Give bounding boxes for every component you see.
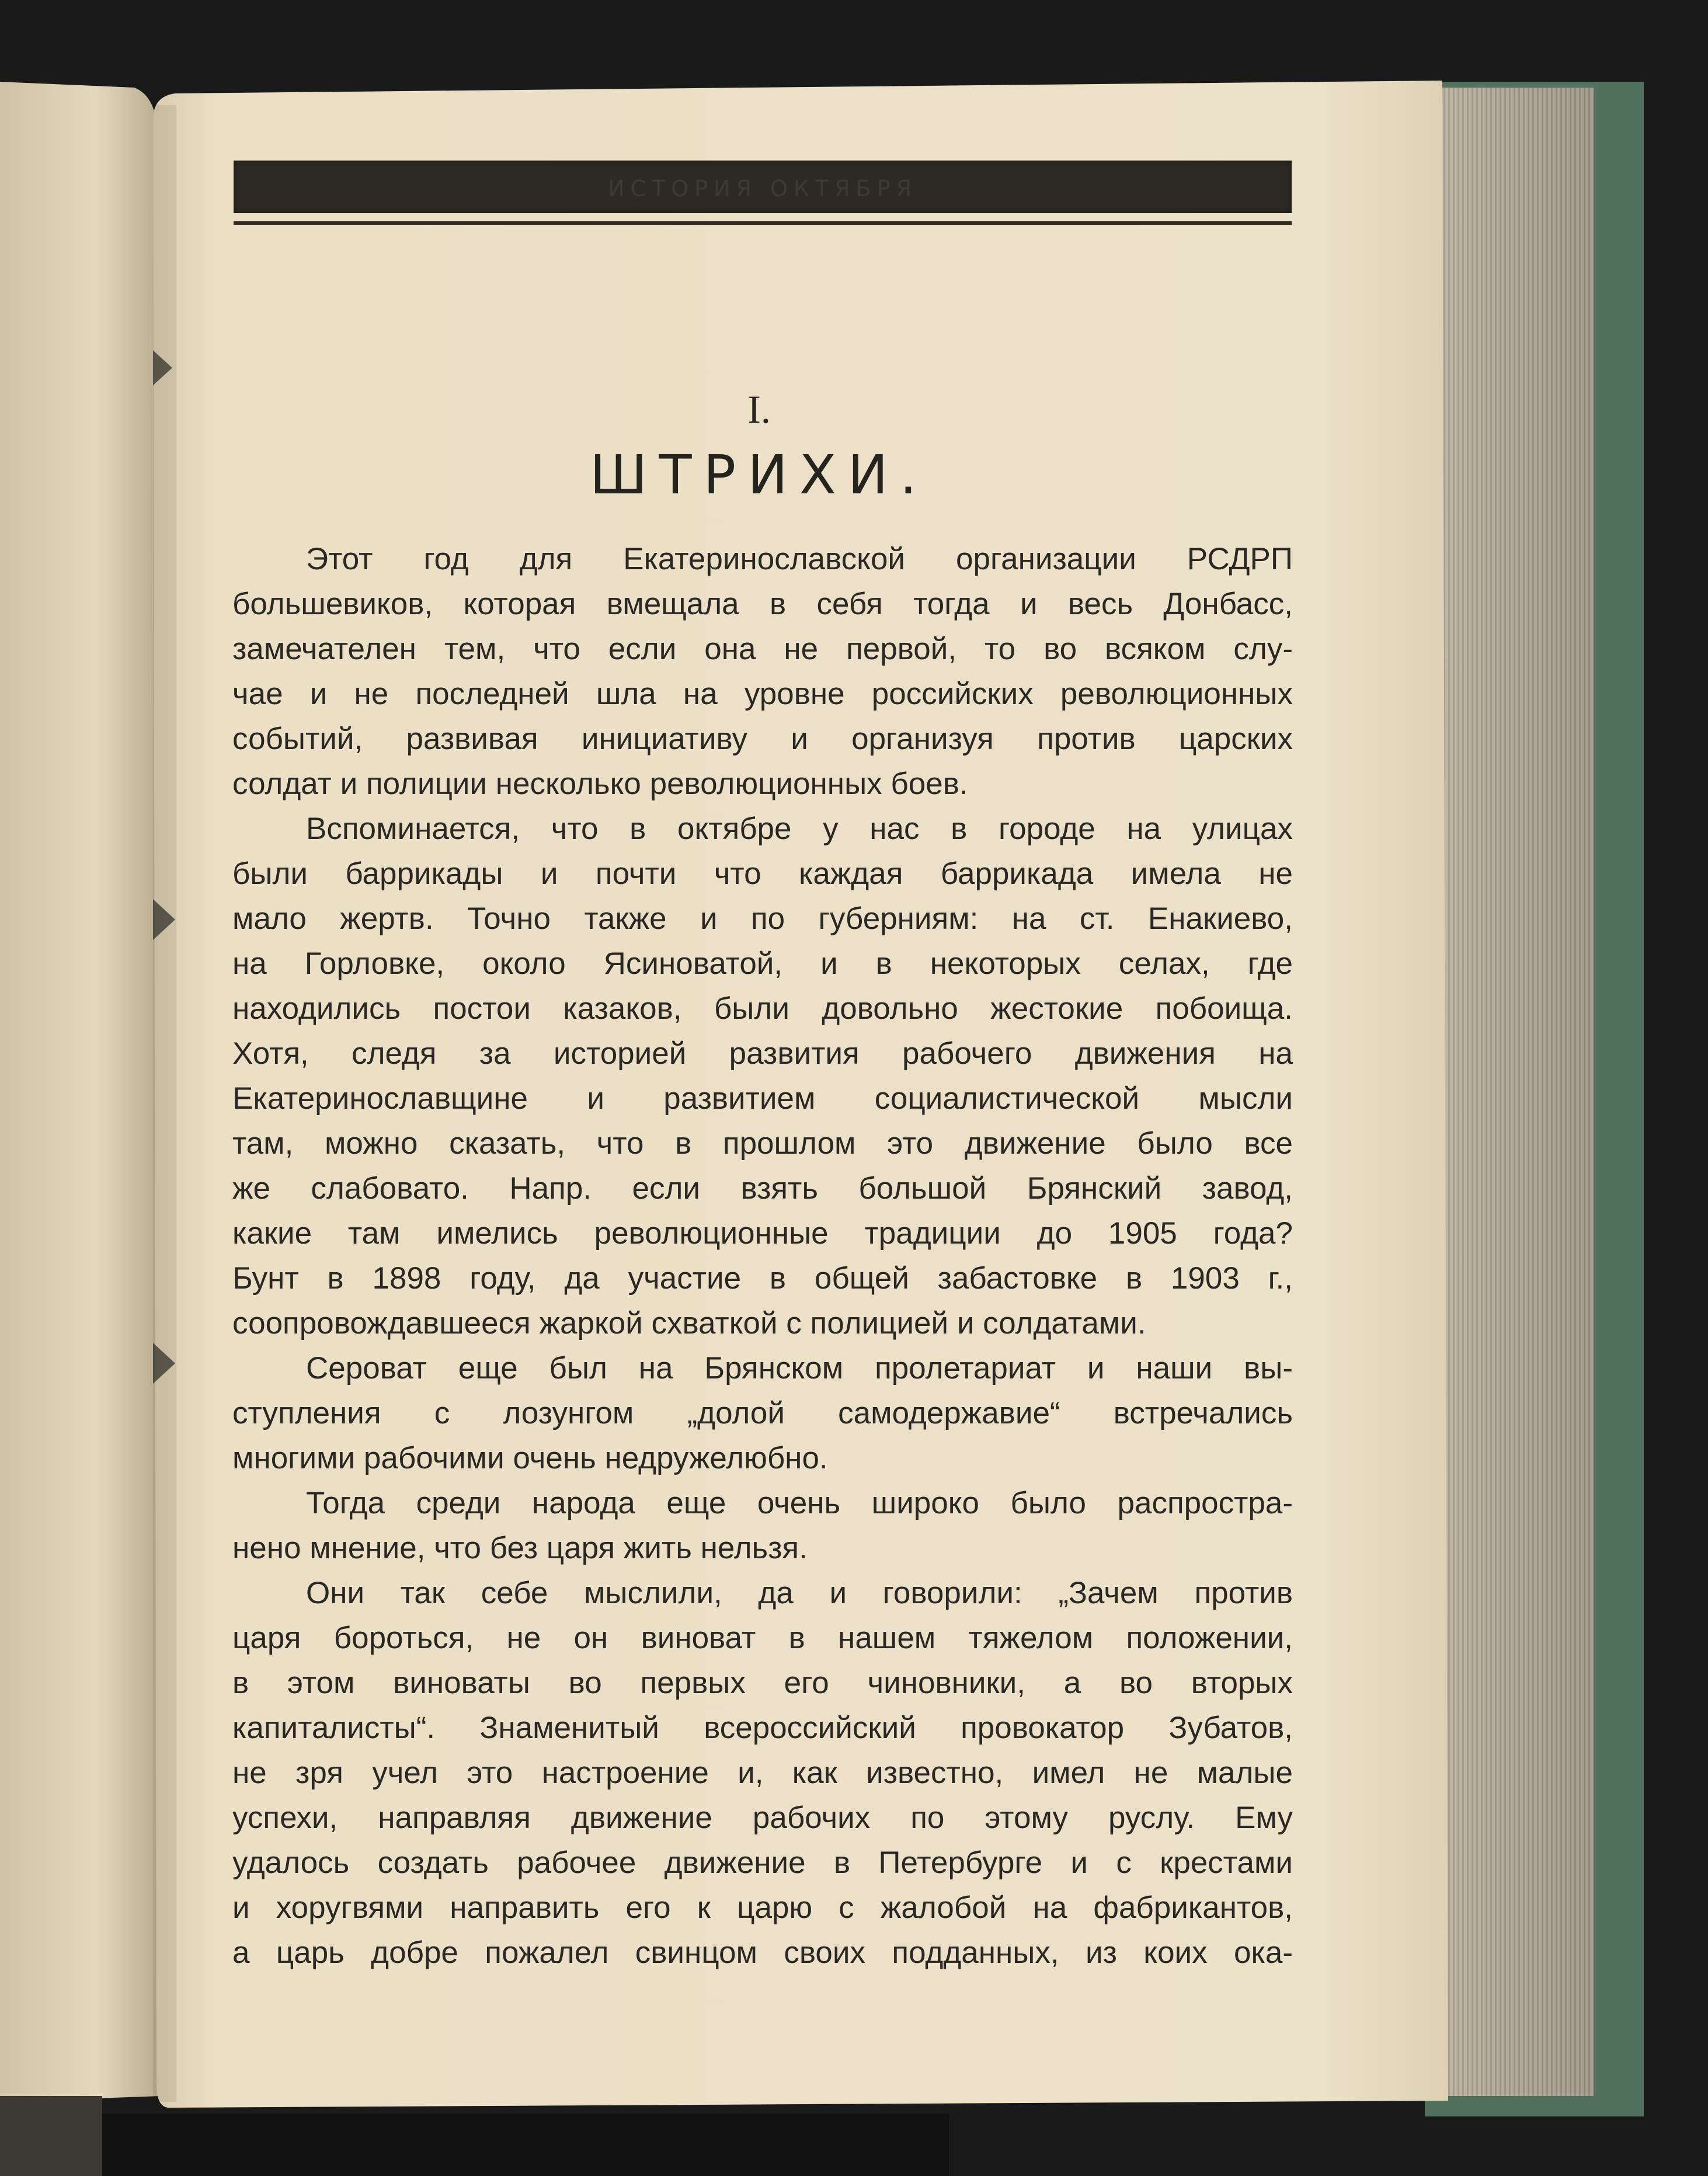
- text-line: событий, развивая инициативу и организуя против царских: [232, 722, 1293, 756]
- text-line: капиталисты“. Знаменитый всероссийский провокатор Зубатов,: [232, 1711, 1293, 1745]
- text-line: на Горловке, около Ясиноватой, и в некоторых селах, где: [232, 946, 1293, 981]
- text-line: и хоругвями направить его к царю с жалобой на фабрикантов,: [232, 1890, 1293, 1925]
- text-line: Хотя, следя за историей развития рабочего движения на: [232, 1036, 1293, 1071]
- text-line: а царь добре пожалел свинцом своих подданных, из коих ока-: [232, 1935, 1293, 1970]
- text-line: нено мнение, что без царя жить нельзя.: [232, 1531, 808, 1565]
- text-line: Они так себе мыслили, да и говорили: „Зачем против: [306, 1576, 1293, 1610]
- text-line: многими рабочими очень недружелюбно.: [232, 1441, 828, 1475]
- text-line: мало жертв. Точно также и по губерниям: на ст. Енакиево,: [232, 901, 1293, 936]
- left-page: [0, 82, 161, 2102]
- page-header: [234, 161, 1292, 226]
- text-line: какие там имелись революционные традиции до 1905 года?: [232, 1216, 1293, 1251]
- text-line: были баррикады и почти что каждая баррикада имела не: [232, 857, 1293, 891]
- text-line: большевиков, которая вмещала в себя тогда и весь Донбасс,: [232, 587, 1293, 621]
- text-line: там, можно сказать, что в прошлом это движение было все: [232, 1126, 1293, 1161]
- text-line: удалось создать рабочее движение в Петербурге и с крестами: [232, 1846, 1293, 1880]
- text-line: в этом виноваты во первых его чиновники, а во вторых: [232, 1666, 1293, 1700]
- text-line: солдат и полиции несколько революционных боев.: [232, 767, 968, 801]
- text-line: Сероват еще был на Брянском пролетариат и наши вы-: [306, 1351, 1293, 1385]
- text-line: Тогда среди народа еще очень широко было распростра-: [306, 1486, 1293, 1520]
- text-line: ступления с лозунгом „долой самодержавие“ встречались: [232, 1396, 1293, 1430]
- text-line: соопровождавшееся жаркой схваткой с полицией и солдатами.: [232, 1306, 1146, 1341]
- text-line: не зря учел это настроение и, как известно, имел не малые: [232, 1756, 1293, 1790]
- chapter-title: ШТРИХИ.: [590, 444, 928, 506]
- text-line: царя бороться, не он виноват в нашем тяжелом положении,: [232, 1621, 1293, 1655]
- text-line: же слабовато. Напр. если взять большой Брянский завод,: [232, 1171, 1293, 1206]
- body-text: [232, 537, 1293, 1975]
- text-line: Этот год для Екатеринославской организации РСДРП: [306, 542, 1293, 576]
- text-line: замечателен тем, что если она не первой, то во всяком слу-: [232, 632, 1293, 666]
- text-line: чае и не последней шла на уровне российских революционных: [232, 677, 1293, 711]
- header-rule: [234, 221, 1292, 225]
- text-line: Бунт в 1898 году, да участие в общей забастовке в 1903 г.,: [232, 1261, 1293, 1296]
- chapter-number: I.: [747, 387, 771, 431]
- text-line: находились постои казаков, были довольно жестокие побоища.: [232, 991, 1293, 1026]
- text-line: Екатеринославщине и развитием социалистической мысли: [232, 1081, 1293, 1116]
- running-head: ИСТОРИЯ ОКТЯБРЯ: [608, 176, 917, 201]
- text-line: успехи, направляя движение рабочих по этому руслу. Ему: [232, 1801, 1293, 1835]
- text-line: Вспоминается, что в октябре у нас в городе на улицах: [306, 812, 1293, 846]
